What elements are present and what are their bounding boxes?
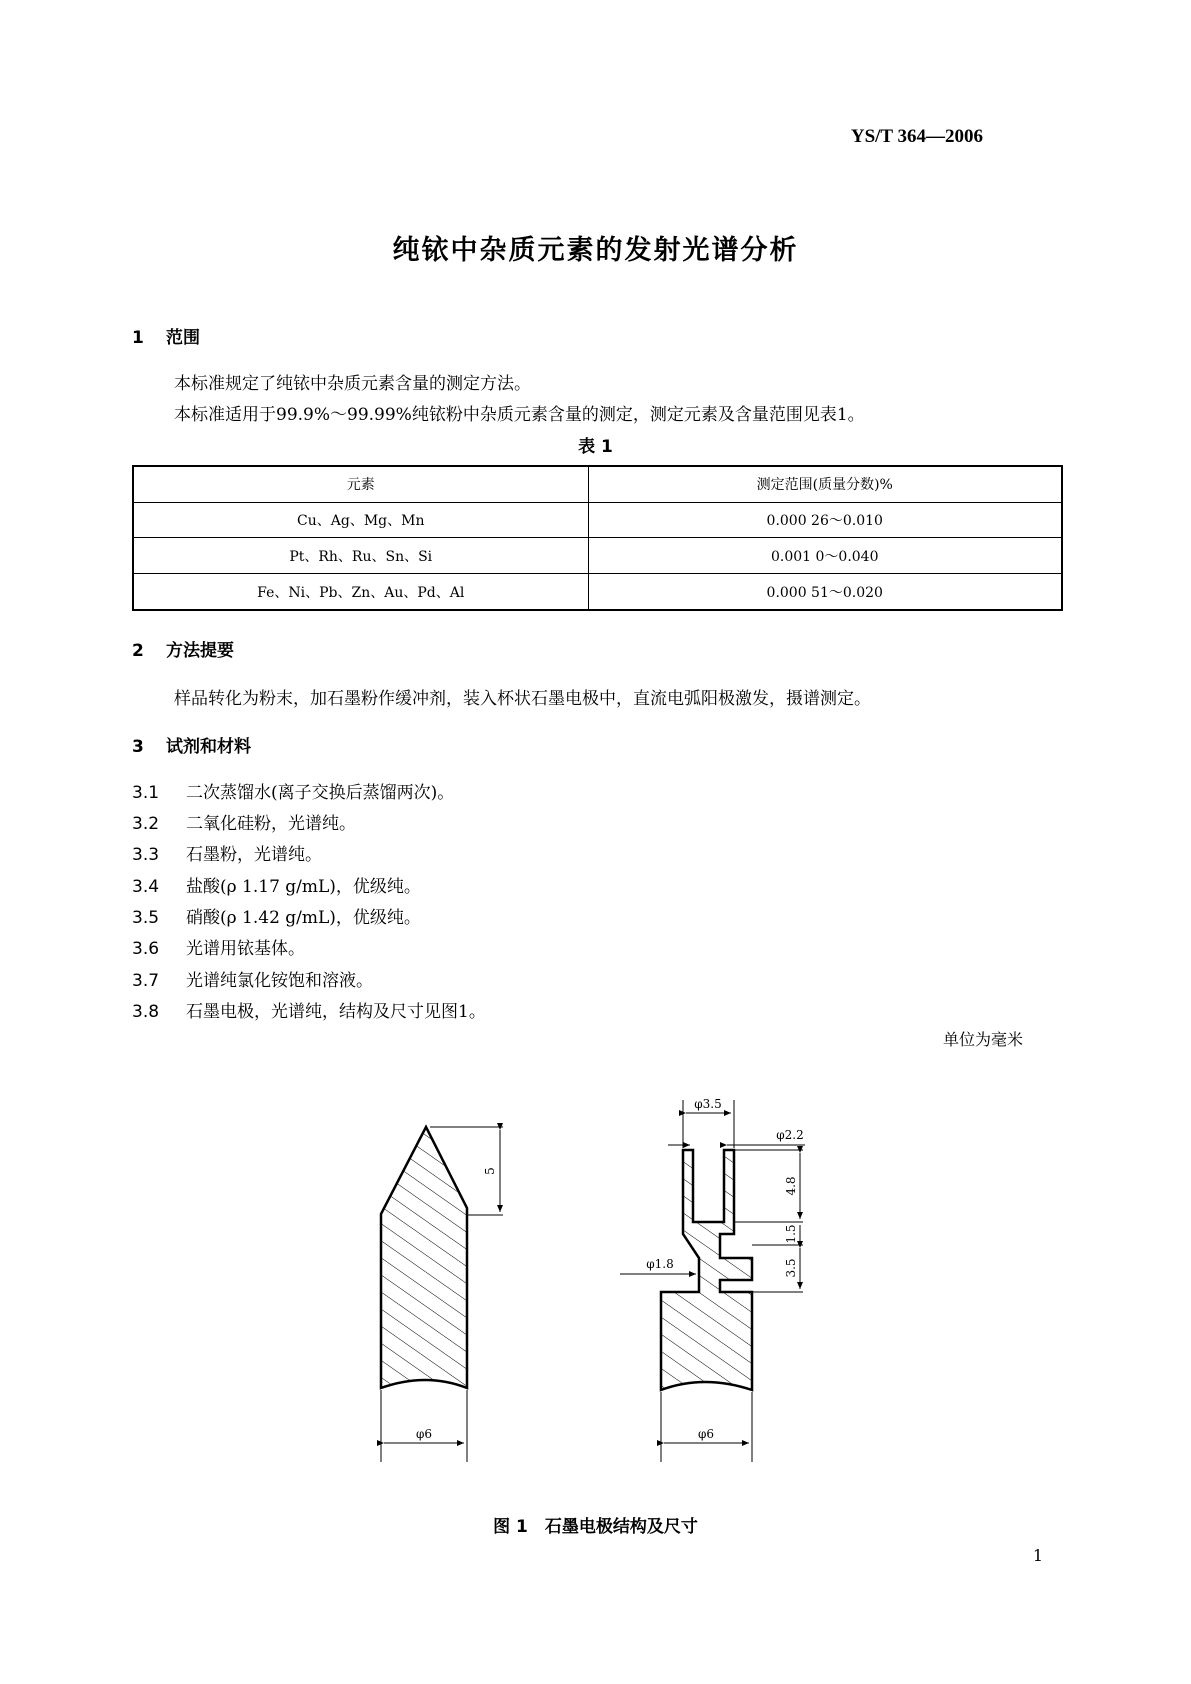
standard-code: YS/T 364—2006 [850, 126, 983, 147]
table-header-element: 元素 [133, 466, 588, 502]
figure-1-caption: 图 1 石墨电极结构及尺寸 [493, 1517, 698, 1537]
right-cup-diameter-label: φ2.2 [776, 1128, 804, 1142]
unit-note: 单位为毫米 [942, 1030, 1023, 1049]
section-3-title: 试剂和材料 [166, 737, 251, 757]
section-1-para-2: 本标准适用于99.9%～99.99%纯铱粉中杂质元素含量的测定，测定元素及含量范围见表1。 [174, 405, 865, 425]
list-item: 3.6 光谱用铱基体。 [132, 939, 305, 959]
document-title: 纯铱中杂质元素的发射光谱分析 [392, 235, 799, 266]
section-2-title: 方法提要 [166, 641, 234, 661]
list-item: 3.4 盐酸(ρ 1.17 g/mL)，优级纯。 [132, 877, 421, 897]
list-item: 3.3 石墨粉，光谱纯。 [132, 845, 322, 865]
right-neck-diameter-label: φ1.8 [646, 1257, 674, 1271]
table-cell-range: 0.000 51～0.020 [588, 574, 1062, 610]
table-cell-range: 0.000 26～0.010 [588, 502, 1062, 538]
cup-electrode-drawing [620, 1097, 805, 1462]
section-3-number: 3 [132, 737, 144, 757]
table-cell-element: Cu、Ag、Mg、Mn [133, 502, 588, 538]
pointed-electrode-drawing [381, 1127, 503, 1462]
section-1-number: 1 [132, 328, 144, 348]
section-1-title: 范围 [166, 328, 200, 348]
section-2-para: 样品转化为粉末，加石墨粉作缓冲剂，装入杯状石墨电极中，直流电弧阳极激发，摄谱测定。 [174, 689, 871, 709]
right-height-1-label: 4.8 [784, 1176, 798, 1196]
right-height-3-label: 3.5 [784, 1258, 798, 1278]
list-item: 3.5 硝酸(ρ 1.42 g/mL)，优级纯。 [132, 908, 421, 928]
right-top-diameter-label: φ3.5 [694, 1097, 722, 1111]
list-item: 3.7 光谱纯氯化铵饱和溶液。 [132, 971, 373, 991]
table-cell-range: 0.001 0～0.040 [588, 538, 1062, 574]
table-header-range: 测定范围(质量分数)% [588, 466, 1062, 502]
left-height-label: 5 [483, 1167, 497, 1175]
list-item: 3.2 二氧化硅粉，光谱纯。 [132, 814, 356, 834]
left-diameter-label: φ6 [415, 1427, 433, 1441]
table-cell-element: Pt、Rh、Ru、Sn、Si [133, 538, 588, 574]
section-2-number: 2 [132, 641, 144, 661]
right-height-2-label: 1.5 [784, 1224, 798, 1244]
list-item: 3.1 二次蒸馏水(离子交换后蒸馏两次)。 [132, 783, 455, 803]
table-cell-element: Fe、Ni、Pb、Zn、Au、Pd、Al [133, 574, 588, 610]
page-number: 1 [1032, 1546, 1043, 1565]
list-item: 3.8 石墨电极，光谱纯，结构及尺寸见图1。 [132, 1002, 486, 1022]
table-1-caption: 表 1 [578, 437, 613, 457]
section-1-para-1: 本标准规定了纯铱中杂质元素含量的测定方法。 [174, 374, 531, 394]
right-base-diameter-label: φ6 [697, 1427, 715, 1441]
